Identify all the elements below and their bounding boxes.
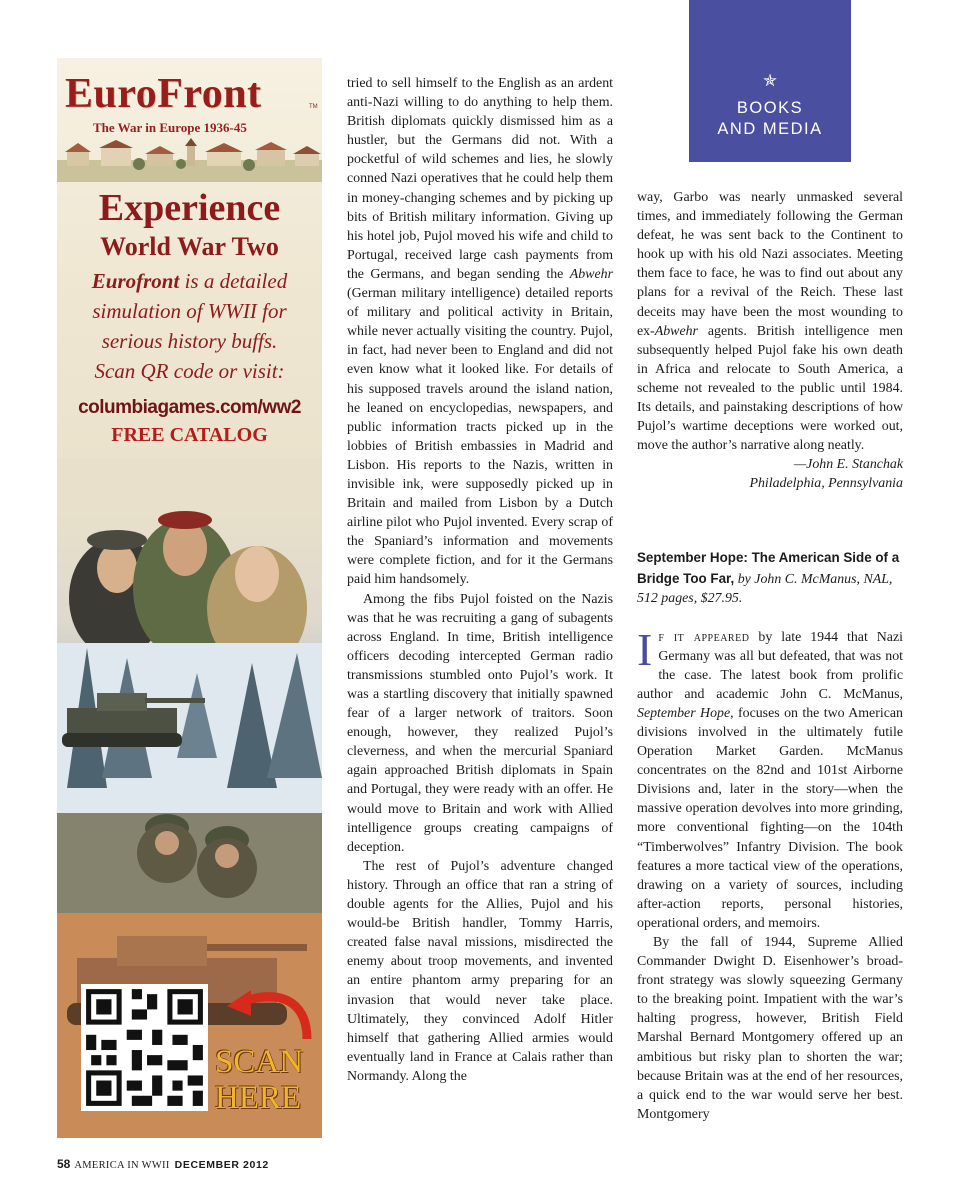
- review-byline: by John C. McManus, NAL, 512 pages, $27.95.: [637, 571, 893, 606]
- article-paragraph: By the fall of 1944, Supreme Allied Commander Dwight D. Eisenhower’s broad-front strategy was slowly squeezing Germany to the breaking point. Impatient with the war’s halting progress, however, British Field Marshal Bernard Montgomery offered up an ambitious but risky plan to shorten the war; because Britain was at the end of her resources, a quick end to the war would serve her best. Montgomery: [637, 935, 903, 1122]
- section-label-and-media: AND MEDIA: [717, 120, 823, 138]
- books-and-media-section-tab: [689, 0, 851, 162]
- paragraph-text: tried to sell himself to the English as an ardent anti-Nazi willing to do anything to help them. British diplomats quickly dismissed him as a hustler, but the Germans did not. With a pocketful of wild schemes and lies, he slowly conned Nazi operatives that he could help them in money-changing schemes and by picking up bits of British military information. Giving up his hotel job, Pujol moved his wife and child to Portugal, received large cash payments from the Germans, and began sending the: [347, 76, 613, 282]
- ad-free-catalog: FREE CATALOG: [111, 424, 268, 446]
- page-number: 58: [57, 1157, 71, 1171]
- article-paragraph: [637, 623, 903, 934]
- review-book-title: September Hope: The American Side of a Bridge Too Far,: [637, 550, 900, 586]
- article-paragraph: [637, 188, 903, 455]
- ad-logo-trademark: TM: [309, 104, 318, 110]
- ad-body-text: [63, 266, 316, 386]
- review-september-hope: [637, 548, 903, 1124]
- reviewer-signature: —John E. Stanchak: [793, 457, 903, 473]
- paragraph-italic: Abwehr: [654, 323, 698, 339]
- lead-in-smallcaps: f it appeared: [658, 629, 750, 645]
- scan-label-1: SCAN: [215, 1044, 304, 1080]
- ad-website-link[interactable]: columbiagames.com/ww2: [78, 397, 301, 418]
- scan-label-2: HERE: [215, 1080, 302, 1116]
- review-heading: [637, 548, 903, 609]
- ad-logo: EuroFront: [65, 71, 262, 117]
- article-paragraph: Among the fibs Pujol foisted on the Nazis was that he was recruiting a gang of subagents across England. In time, British intelligence officers decoding intercepted German radio transmissions stumbled onto Pujol’s work. It was a startling discovery that initially spawned fear of a larger network of traitors. Soon enough, however, they realized Pujol’s cleverness, and when the mercurial Spaniard again approached British diplomats in Spain and Portugal, they were ready with an offer. He would move to Britain and work with Allied intelligence groups creating campaigns of deception.: [347, 591, 613, 855]
- paragraph-italic: September Hope: [637, 705, 731, 721]
- section-label-books: BOOKS: [736, 99, 804, 117]
- reviewer-location: Philadelphia, Pennsylvania: [749, 476, 903, 492]
- article-column-2: [637, 188, 903, 494]
- paragraph-text: (German military intelligence) detailed reports of military and political activity in Britain, while never actually visiting the country. Pujol, in fact, had never been to England and did not even know what it looked like. For details of his supposed travels around the island nation, he leaned on encyclopedias, newspapers, and public information tracts picked up in the lobbies of British embassies in Madrid and Lisbon. His reports to the Nazis, written in invisible ink, were supposedly picked up in Britain and mailed from Lisbon by a Dutch airline pilot who Pujol invented. Every scrap of the Spaniard’s information and movements were complete fiction, and for it the Germans paid him handsomely.: [347, 286, 613, 588]
- ad-tagline: The War in Europe 1936-45: [93, 120, 247, 135]
- ad-product-name: Eurofront: [91, 269, 180, 293]
- paragraph-text: agents. British intelligence men subsequently helped Pujol fake his own death in Africa and relocate to South America, a scheme not revealed to the public until 1984. Its details, and painstaking descriptions of how Pujol’s wartime deceptions were worked out, move the author’s narrative along neatly.: [637, 323, 903, 454]
- magazine-name: AMERICA IN WWII: [74, 1160, 170, 1171]
- qr-code[interactable]: [81, 984, 208, 1111]
- star-icon: ✯: [762, 71, 778, 91]
- eurofront-advertisement: [57, 58, 322, 1138]
- ad-call-to-action: Scan QR code or visit:: [94, 359, 285, 383]
- ad-headline-experience: Experience: [98, 187, 281, 229]
- page-footer: [57, 1157, 269, 1171]
- paragraph-text: by late 1944 that Nazi Germany was all but defeated, that was not the case. The latest book from prolific author and academic John C. McManus,: [637, 629, 903, 702]
- ad-description: is a detailed simulation of WWII for serious history buffs.: [92, 269, 288, 353]
- paragraph-italic: Abwehr: [569, 266, 613, 282]
- paragraph-text: , focuses on the two American divisions involved in the ultimately futile Operation Market Garden. McManus concentrates on the 82nd and 101st Airborne Divisions and, later in the story—when the massive operation devolves into more grinding, more conventional fighting—on the 104th “Timberwolves” Infantry Division. The book features a more tactical view of the operations, drawing on a variety of sources, including after-action reports, personal histories, operational orders, and memoirs.: [637, 705, 903, 931]
- ad-village-illustration: [57, 138, 322, 182]
- article-paragraph: [347, 74, 613, 590]
- paragraph-text: way, Garbo was nearly unmasked several times, and immediately following the German defeat, he was sent back to the Continent to hook up with his old Nazi associates. Meeting them face to face, he was to find out about any plans for a revival of the Reich. These last deceits may have been the most wounding to ex-: [637, 190, 903, 339]
- ad-scan-here: [215, 1044, 303, 1116]
- drop-cap: I: [637, 623, 653, 675]
- article-paragraph: The rest of Pujol’s adventure changed history. Through an office that ran a string of double agents for the Allies, Pujol and his would-be British handler, Tommy Harris, created false naval missions, misdirected the enemy about troop movements, and invented an entire phantom army preparing for an invasion that would never take place. Ultimately, they convinced Adolf Hitler himself that gathering Allied armies would eventually land in France at Calais rather than Normandy. Along the: [347, 858, 613, 1084]
- issue-date: DECEMBER 2012: [174, 1159, 269, 1171]
- article-column-1: [347, 74, 613, 1086]
- ad-headline-world-war-two: World War Two: [100, 232, 279, 261]
- curved-arrow-icon: [207, 984, 317, 1044]
